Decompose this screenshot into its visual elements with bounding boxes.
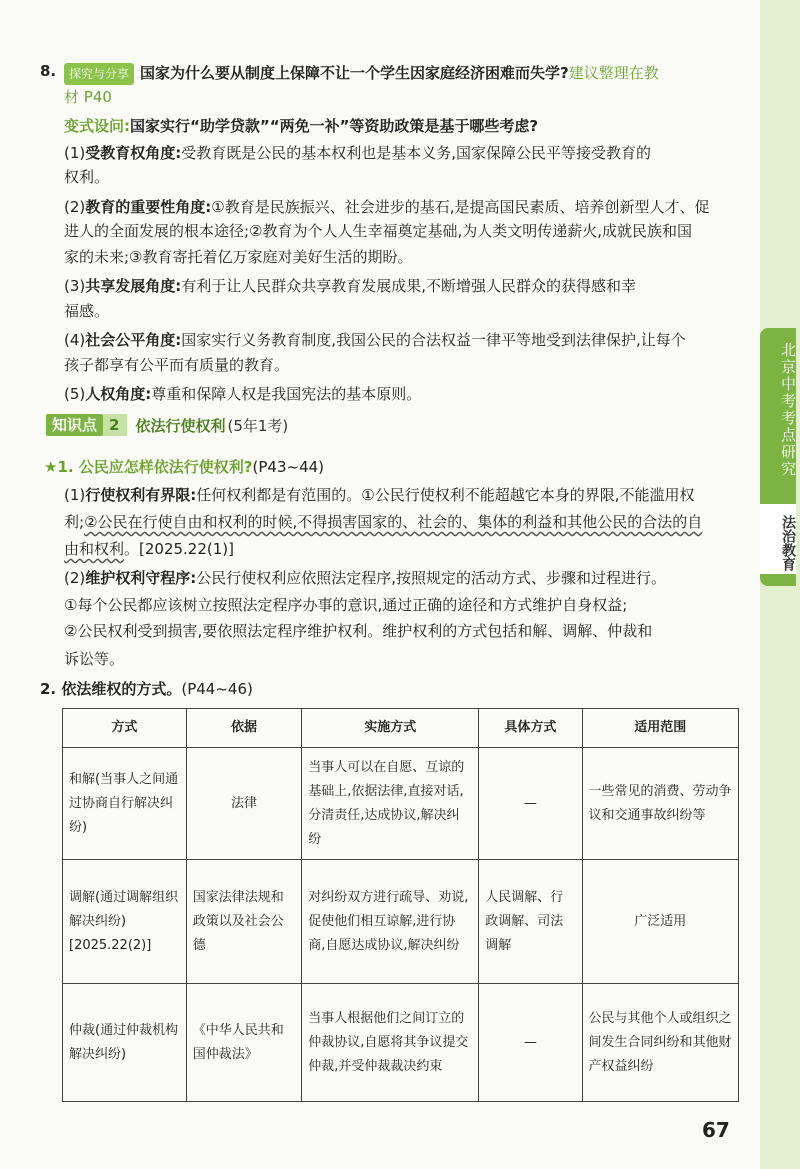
table-cell: — (479, 748, 582, 860)
answer-3-line1: (3)共享发展角度:有利于让人民群众共享教育发展成果,不断增强人民群众的获得感和幸 (64, 277, 637, 295)
answer-4-line2: 孩子都享有公平而有质量的教育。 (64, 356, 290, 374)
answer-3-line2: 福感。 (64, 302, 110, 320)
table-cell: 仲裁(通过仲裁机构解决纠纷) (63, 984, 187, 1102)
table-header-row (63, 709, 739, 748)
question-8 (64, 62, 740, 85)
table-cell: — (479, 984, 582, 1102)
answer-4-line1: (4)社会公平角度:国家实行义务教育制度,我国公民的合法权益一律平等地受到法律保护,让每个 (64, 331, 686, 349)
table-cell: 公民与其他个人或组织之间发生合同纠纷和其他财产权益纠纷 (582, 984, 739, 1102)
hint-text-cont: 材 P40 (64, 88, 112, 106)
side-tab (760, 328, 796, 586)
item-1-p2-line1: (2)维护权利守程序:公民行使权利应依照法定程序,按照规定的活动方式、步骤和过程进行。 (64, 569, 667, 587)
explore-share-tag: 探究与分享 (64, 63, 134, 85)
side-tab-subject: 法治教育 (760, 504, 796, 574)
table-row (63, 984, 739, 1102)
table-header: 适用范围 (582, 709, 739, 748)
side-tab-title: 北京中考考点研究 (779, 342, 797, 478)
table-cell: 一些常见的消费、劳动争议和交通事故纠纷等 (582, 748, 739, 860)
star-icon: ★ (44, 458, 58, 476)
answer-2-line2: 进人的全面发展的根本途径;②教育为个人人生幸福奠定基础,为人类文明传递薪火,成就民族和国 (64, 222, 693, 240)
table-cell: 当事人根据他们之间订立的仲裁协议,自愿将其争议提交仲裁,并受仲裁裁决约束 (302, 984, 479, 1102)
kp-number: 2 (103, 414, 127, 436)
answer-1-line1: (1)受教育权角度:受教育既是公民的基本权利也是基本义务,国家保障公民平等接受教育的 (64, 144, 652, 162)
kp-label: 知识点 (46, 414, 103, 436)
kp-title: 依法行使权利 (135, 416, 226, 435)
answer-2-line1: (2)教育的重要性角度:①教育是民族振兴、社会进步的基石,是提高国民素质、培养创新型人才、促 (64, 198, 710, 216)
variant-text: 国家实行“助学贷款”“两免一补”等资助政策是基于哪些考虑? (130, 117, 539, 135)
kp-count: (5年1考) (227, 416, 289, 435)
rights-protection-table (62, 708, 739, 1102)
table-cell: 调解(通过调解组织解决纠纷)[2025.22(2)] (63, 860, 187, 984)
table-row (63, 748, 739, 860)
question-number: 8. (40, 62, 57, 80)
table-row (63, 860, 739, 984)
table-cell: 对纠纷双方进行疏导、劝说,促使他们相互谅解,进行协商,自愿达成协议,解决纠纷 (302, 860, 479, 984)
table-cell: 和解(当事人之间通过协商自行解决纠纷) (63, 748, 187, 860)
item-1-p2-line3: ②公民权利受到损害,要依照法定程序维护权利。维护权利的方式包括和解、调解、仲裁和 (64, 622, 653, 640)
answer-2-line3: 家的未来;③教育寄托着亿万家庭对美好生活的期盼。 (64, 248, 413, 266)
knowledge-point-header (46, 414, 288, 436)
item-2-heading: 2. 依法维权的方式。(P44~46) (40, 680, 253, 698)
table-cell: 《中华人民共和国仲裁法》 (186, 984, 302, 1102)
page-number: 67 (702, 1118, 730, 1142)
hint-text: 建议整理在教 (568, 64, 659, 82)
item-1-p1-line3: 由和权利。[2025.22(1)] (64, 540, 234, 558)
table-cell: 当事人可以在自愿、互谅的基础上,依据法律,直接对话,分清责任,达成协议,解决纠纷 (302, 748, 479, 860)
table-header: 方式 (63, 709, 187, 748)
item-1-p1-line2: 利;②公民在行使自由和权利的时候,不得损害国家的、社会的、集体的利益和其他公民的合法的自 (64, 513, 703, 531)
table-header: 具体方式 (479, 709, 582, 748)
table-cell: 广泛适用 (582, 860, 739, 984)
variant-question (64, 115, 740, 137)
variant-label: 变式设问: (64, 117, 130, 135)
table-header: 实施方式 (302, 709, 479, 748)
table-cell: 国家法律法规和政策以及社会公德 (186, 860, 302, 984)
answer-5: (5)人权角度:尊重和保障人权是我国宪法的基本原则。 (64, 385, 422, 403)
item-1-p2-line2: ①每个公民都应该树立按照法定程序办事的意识,通过正确的途径和方式维护自身权益; (64, 596, 628, 614)
item-1-heading: ★1. 公民应怎样依法行使权利?(P43~44) (44, 458, 325, 476)
item-1-p1-line1: (1)行使权利有界限:任何权利都是有范围的。①公民行使权利不能超越它本身的界限,不能滥用权 (64, 486, 695, 504)
answer-1-line2: 权利。 (64, 168, 110, 186)
item-1-p2-line4: 诉讼等。 (64, 650, 125, 668)
question-text: 国家为什么要从制度上保障不让一个学生因家庭经济困难而失学? (140, 64, 569, 82)
table-cell: 人民调解、行政调解、司法调解 (479, 860, 582, 984)
table-header: 依据 (186, 709, 302, 748)
table-cell: 法律 (186, 748, 302, 860)
